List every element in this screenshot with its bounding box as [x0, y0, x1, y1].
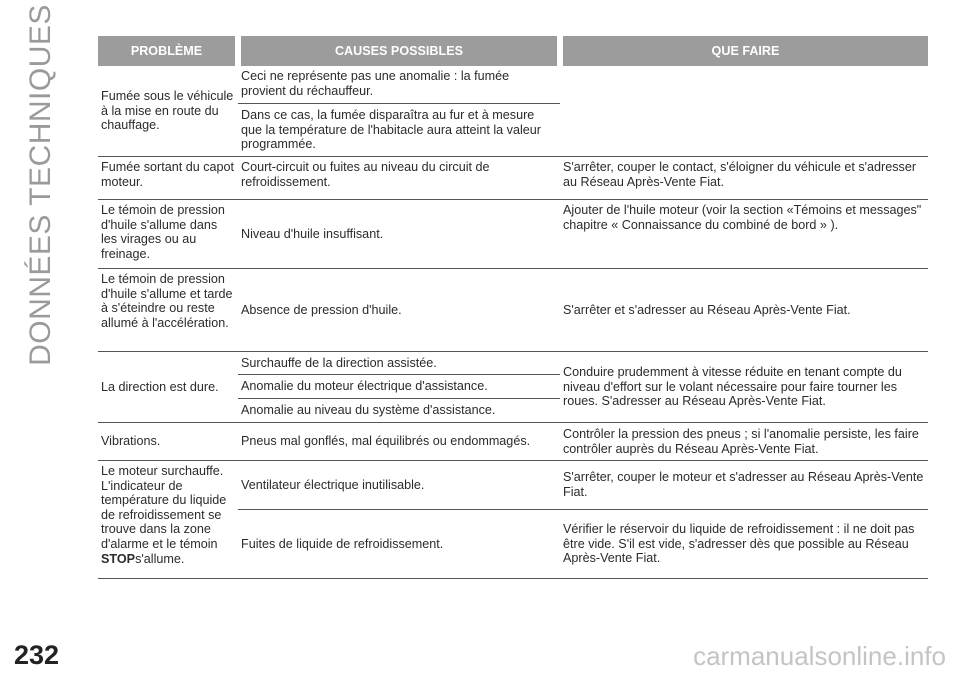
action-cell: Conduire prudemment à vitesse réduite en tenant compte du niveau d'effort sur le volant nécessaire pour faire tourner les roues. S'adresser au Réseau Après-Vente Fiat.	[560, 352, 928, 423]
cause-cell: Ceci ne représente pas une anomalie : la fumée provient du réchauffeur.	[238, 66, 560, 104]
watermark-text: carmanualsonline.info	[693, 641, 946, 671]
problem-cell: Fumée sortant du capot moteur.	[98, 157, 238, 200]
cause-cell: Fuites de liquide de refroidissement.	[238, 510, 560, 579]
header-que-faire: QUE FAIRE	[560, 36, 928, 66]
cause-cell: Court-circuit ou fuites au niveau du circuit de refroidissement.	[238, 157, 560, 200]
action-cell: S'arrêter et s'adresser au Réseau Après-Vente Fiat.	[560, 269, 928, 352]
cause-cell: Absence de pression d'huile.	[238, 269, 560, 352]
action-cell: Vérifier le réservoir du liquide de refroidissement : il ne doit pas être vide. S'il est vide, s'adresser dès que possible au Réseau Après-Vente Fiat.	[560, 510, 928, 579]
cause-cell: Anomalie au niveau du système d'assistance.	[238, 399, 560, 423]
action-cell: S'arrêter, couper le moteur et s'adresser au Réseau Après-Vente Fiat.	[560, 461, 928, 510]
header-causes-possibles: CAUSES POSSIBLES	[238, 36, 560, 66]
table-row	[98, 269, 928, 352]
cause-cell: Ventilateur électrique inutilisable.	[238, 461, 560, 510]
cause-cell: Niveau d'huile insuffisant.	[238, 200, 560, 269]
cause-cell: Anomalie du moteur électrique d'assistance.	[238, 375, 560, 399]
action-cell	[560, 66, 928, 157]
table-row	[98, 423, 928, 461]
problem-cell: La direction est dure.	[98, 352, 238, 423]
problem-cell: Vibrations.	[98, 423, 238, 461]
section-title-text: DONNÉES TECHNIQUES	[24, 4, 57, 366]
table-row	[98, 200, 928, 269]
troubleshooting-table	[98, 36, 928, 579]
action-cell: Contrôler la pression des pneus ; si l'anomalie persiste, les faire contrôler auprès du Réseau Après-Vente Fiat.	[560, 423, 928, 461]
problem-text-tail: s'allume.	[135, 551, 185, 566]
stop-label: STOP	[101, 551, 136, 566]
cause-cell: Dans ce cas, la fumée disparaîtra au fur et à mesure que la température de l'habitacle aura atteint la valeur programmée.	[238, 104, 560, 157]
table-row	[98, 157, 928, 200]
problem-text: Le moteur surchauffe. L'indicateur de température du liquide de refroidissement se trouve dans la zone d'alarme et le témoin	[101, 464, 227, 551]
cause-cell: Pneus mal gonflés, mal équilibrés ou endommagés.	[238, 423, 560, 461]
table-header-row	[98, 36, 928, 66]
problem-cell: Le témoin de pression d'huile s'allume dans les virages ou au freinage.	[98, 200, 238, 269]
problem-cell	[98, 461, 238, 579]
header-probleme: PROBLÈME	[98, 36, 238, 66]
action-cell: Ajouter de l'huile moteur (voir la section «Témoins et messages" chapitre « Connaissance du combiné de bord » ).	[560, 200, 928, 269]
action-cell: S'arrêter, couper le contact, s'éloigner du véhicule et s'adresser au Réseau Après-Vente Fiat.	[560, 157, 928, 200]
cause-cell: Surchauffe de la direction assistée.	[238, 352, 560, 375]
page-number: 232	[14, 640, 60, 670]
problem-cell: Le témoin de pression d'huile s'allume et tarde à s'éteindre ou reste allumé à l'accélération.	[98, 269, 238, 352]
problem-cell: Fumée sous le véhicule à la mise en route du chauffage.	[98, 66, 238, 157]
section-side-title	[8, 4, 74, 366]
table-row	[98, 352, 928, 375]
table-row	[98, 66, 928, 104]
table-row	[98, 461, 928, 510]
